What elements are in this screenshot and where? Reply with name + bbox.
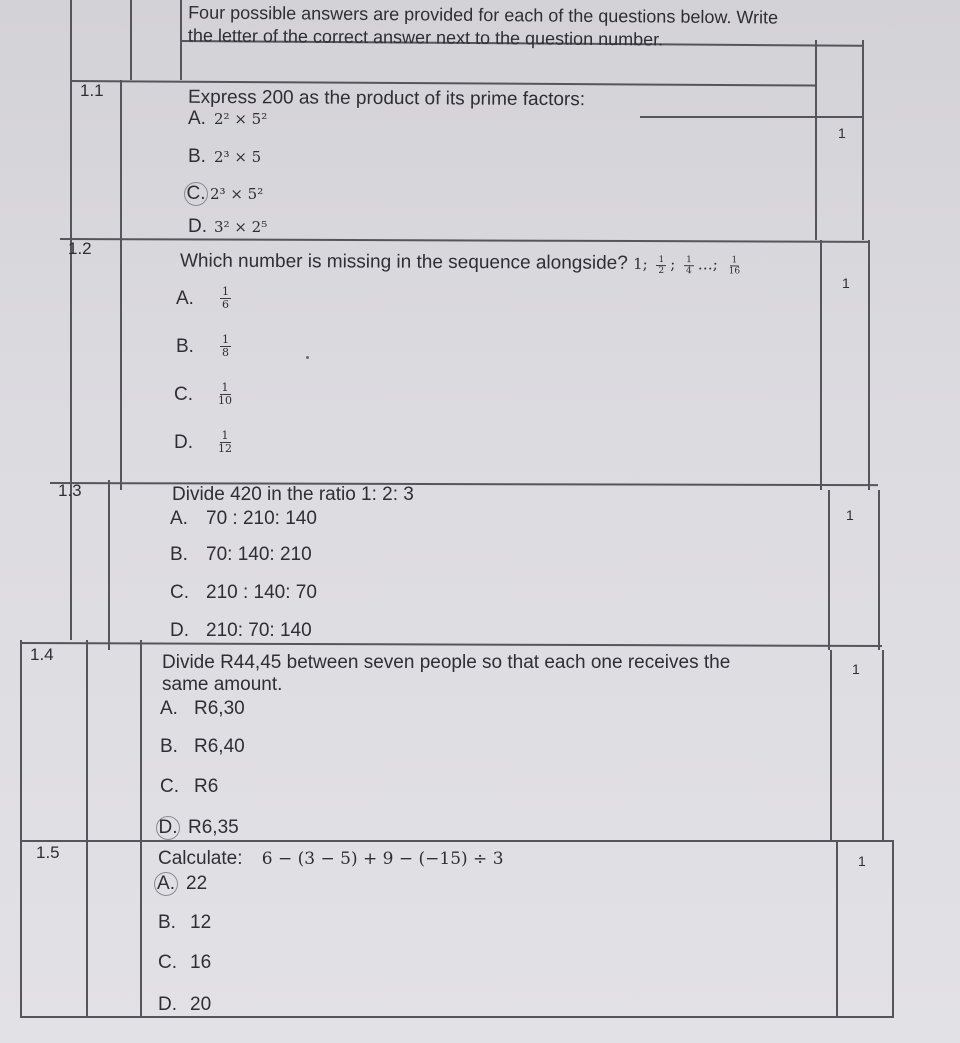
circled-answer-mark: D. bbox=[156, 816, 180, 840]
grid-line bbox=[86, 640, 88, 1018]
option-a: A. R6,30 bbox=[160, 698, 245, 719]
question-text: Which number is missing in the sequence alongside? 1; $\frac{1}{2}$ ; $\frac{1}{4}$ …; $\frac{1}{16}$ bbox=[180, 251, 746, 276]
grid-line bbox=[882, 650, 884, 840]
option-d: D. $\frac{1}{12}$ bbox=[174, 429, 232, 455]
grid-line bbox=[120, 80, 122, 490]
question-text: Divide R44,45 between seven people so that each one receives the bbox=[162, 652, 731, 673]
grid-line bbox=[815, 40, 817, 240]
grid-line bbox=[868, 240, 870, 490]
question-number: 1.4 bbox=[30, 645, 54, 664]
question-marks: 1 bbox=[846, 507, 854, 523]
option-b: B. 2³ × 5 bbox=[188, 146, 262, 167]
option-b: B. $\frac{1}{8}$ bbox=[176, 333, 229, 359]
grid-line bbox=[140, 640, 142, 1018]
option-b: B. 12 bbox=[158, 912, 212, 933]
option-a: A. 70 : 210: 140 bbox=[170, 508, 317, 529]
instructions-text: Four possible answers are provided for each of the questions below. Write the letter of the correct answer next to the question number. bbox=[187, 2, 779, 50]
option-d: D. 3² × 2⁵ bbox=[188, 216, 268, 237]
grid-line bbox=[60, 238, 868, 242]
grid-line bbox=[892, 840, 894, 1018]
option-c: C. 2³ × 5² bbox=[188, 182, 263, 206]
question-text: Calculate: 6 − (3 − 5) + 9 − (−15) ÷ 3 bbox=[158, 848, 504, 869]
grid-line bbox=[108, 480, 110, 650]
option-d: D. 210: 70: 140 bbox=[170, 620, 312, 641]
circled-answer-mark: A. bbox=[154, 872, 178, 896]
question-text-continued: same amount. bbox=[162, 674, 283, 695]
option-a: A. 2² × 5² bbox=[188, 108, 268, 129]
option-c: C. 210 : 140: 70 bbox=[170, 582, 317, 603]
question-marks: 1 bbox=[852, 661, 860, 677]
circled-answer-mark: C. bbox=[184, 182, 208, 206]
option-b: B. R6,40 bbox=[160, 736, 245, 757]
expression: 6 − (3 − 5) + 9 − (−15) ÷ 3 bbox=[261, 849, 504, 869]
question-number: 1.1 bbox=[80, 81, 104, 100]
grid-line bbox=[828, 490, 830, 650]
question-text: Express 200 as the product of its prime factors: bbox=[187, 86, 586, 111]
question-number: 1.2 bbox=[68, 239, 92, 258]
grid-line bbox=[640, 116, 862, 118]
option-a: A. 22 bbox=[158, 872, 207, 896]
option-d: D. 20 bbox=[158, 994, 212, 1015]
grid-line bbox=[878, 490, 880, 650]
question-number: 1.5 bbox=[36, 843, 60, 862]
stray-mark bbox=[306, 356, 309, 359]
grid-line bbox=[820, 240, 822, 490]
option-a: A. $\frac{1}{6}$ bbox=[176, 285, 229, 311]
grid-line bbox=[70, 80, 815, 86]
grid-line bbox=[836, 840, 838, 1018]
sequence: 1; $\frac{1}{2}$ ; $\frac{1}{4}$ …; $\frac{1}{16}$ bbox=[633, 254, 741, 276]
option-b: B. 70: 140: 210 bbox=[170, 544, 312, 565]
grid-line bbox=[20, 840, 892, 842]
option-c: C. 16 bbox=[158, 952, 212, 973]
option-c: C. R6 bbox=[160, 776, 219, 797]
question-text: Divide 420 in the ratio 1: 2: 3 bbox=[172, 484, 414, 505]
grid-line bbox=[70, 0, 72, 640]
grid-line bbox=[130, 0, 132, 80]
option-c: C. $\frac{1}{10}$ bbox=[174, 381, 232, 407]
question-marks: 1 bbox=[858, 853, 866, 869]
grid-line bbox=[830, 650, 832, 840]
question-number: 1.3 bbox=[58, 481, 82, 500]
grid-line bbox=[862, 40, 864, 240]
question-marks: 1 bbox=[838, 125, 846, 141]
grid-line bbox=[20, 642, 882, 647]
grid-line bbox=[20, 1016, 892, 1018]
grid-line bbox=[20, 640, 22, 1018]
option-d: D. R6,35 bbox=[160, 816, 239, 840]
question-marks: 1 bbox=[842, 275, 850, 291]
